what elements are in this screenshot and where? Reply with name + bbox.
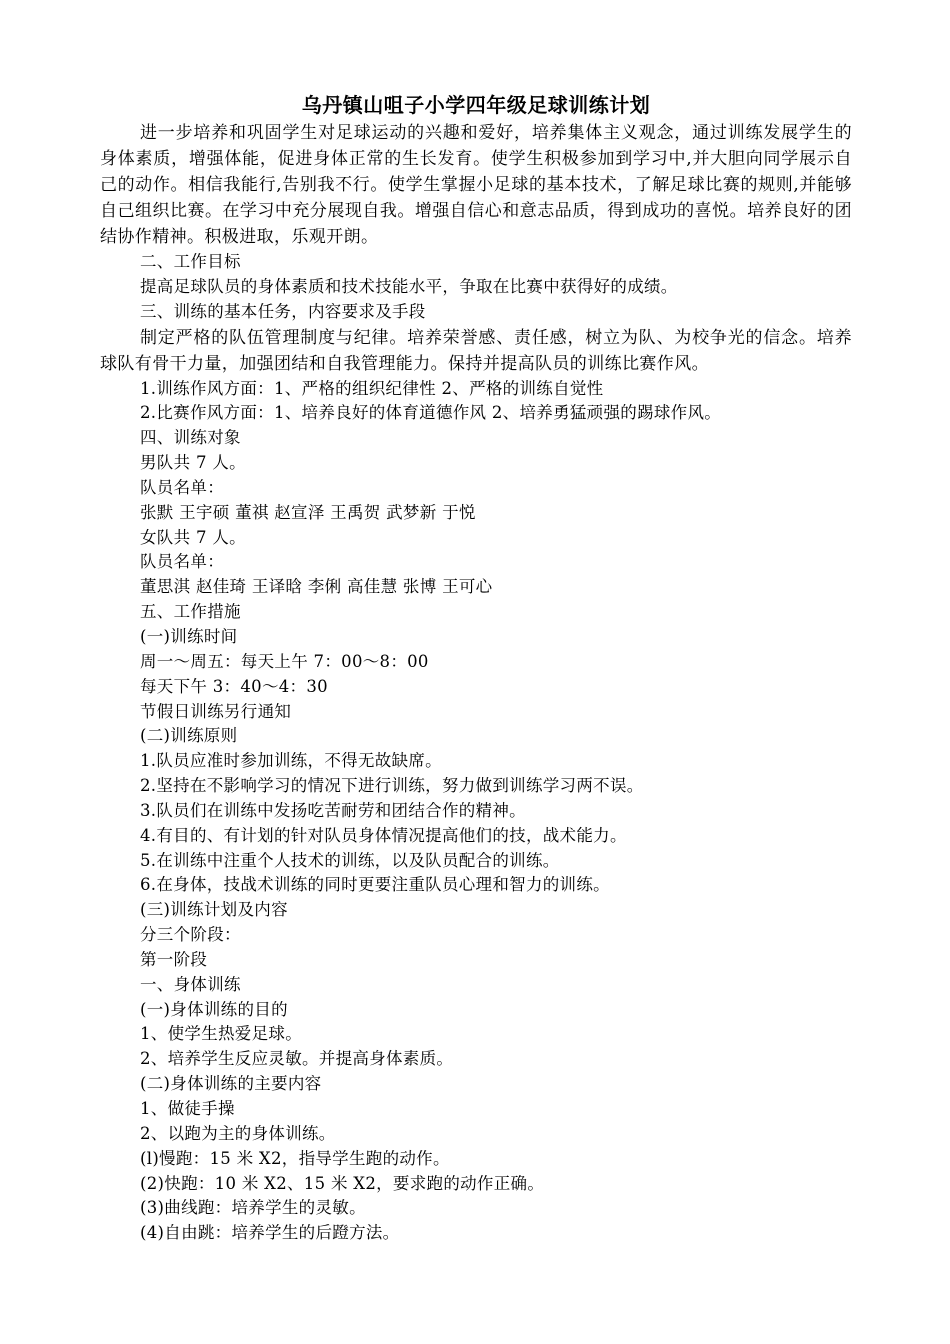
text-line: 节假日训练另行通知 [140,701,292,721]
document-title: 乌丹镇山咀子小学四年级足球训练计划 [301,93,651,117]
text-line: 2、以跑为主的身体训练。 [140,1123,336,1143]
text-line: 1.训练作风方面：1、严格的组织纪律性 2、严格的训练自觉性 [140,378,604,398]
section-heading-members: 四、训练对象 [140,428,241,448]
plan-lines [100,377,852,1247]
text-line: (二)训练原则 [140,726,238,746]
text-line: 4.有目的、有计划的针对队员身体情况提高他们的技，战术能力。 [140,825,627,845]
tasks-paragraph: 制定严格的队伍管理制度与纪律。培养荣誉感、责任感，树立为队、为校争光的信念。培养球队有骨干力量，加强团结和自我管理能力。保持并提高队员的训练比赛作风。 [100,327,852,374]
text-line: 1、做徒手操 [140,1099,235,1118]
text-line: (2)快跑：10 米 X2、15 米 X2，要求跑的动作正确。 [140,1173,545,1193]
text-line: 队员名单： [140,552,224,572]
text-line: 女队共 7 人。 [140,527,246,547]
text-line: (l)慢跑：15 米 X2，指导学生跑的动作。 [140,1148,450,1168]
text-line: (3)曲线跑：培养学生的灵敏。 [140,1198,366,1218]
goals-text: 提高足球队员的身体素质和技术技能水平，争取在比赛中获得好的成绩。 [140,276,678,296]
text-line: (一)身体训练的目的 [140,999,288,1019]
text-line: 分三个阶段： [140,925,241,945]
text-line: 男队共 7 人。 [140,453,246,473]
roster-girls: 董思淇 赵佳琦 王译晗 李俐 高佳慧 张博 王可心 [140,577,493,597]
text-line: 每天下午 3：40～4：30 [140,676,328,696]
text-line: 周一～周五：每天上午 7：00～8：00 [140,651,429,671]
section-heading-measures: 五、工作措施 [140,602,241,622]
roster-boys: 张默 王宇硕 董祺 赵宣泽 王禹贺 武梦新 于悦 [140,502,476,522]
text-line: 一、身体训练 [140,974,241,994]
section-heading-tasks: 三、训练的基本任务，内容要求及手段 [140,301,426,321]
section-heading-goals: 二、工作目标 [140,252,241,271]
text-line: (一)训练时间 [140,626,238,646]
text-line: 队员名单： [140,477,224,497]
text-line: 2、培养学生反应灵敏。并提高身体素质。 [140,1049,454,1069]
text-line: (三)训练计划及内容 [140,900,288,920]
text-line: (4)自由跳：培养学生的后蹬方法。 [140,1223,400,1243]
text-line: 2.比赛作风方面：1、培养良好的体育道德作风 2、培养勇猛顽强的踢球作风。 [140,403,722,423]
text-line: 3.队员们在训练中发扬吃苦耐劳和团结合作的精神。 [140,800,526,820]
text-line: 第一阶段 [140,949,208,969]
text-line: 1.队员应准时参加训练，不得无故缺席。 [140,751,442,771]
intro-paragraph: 进一步培养和巩固学生对足球运动的兴趣和爱好，培养集体主义观念，通过训练发展学生的身体素质，增强体能，促进身体正常的生长发育。使学生积极参加到学习中,并大胆向同学展示自己的动作。相信我能行,告别我不行。使学生掌握小足球的基本技术，了解足球比赛的规则,并能够自己组织比赛。在学习中充分展现自我。增强自信心和意志品质，得到成功的喜悦。培养良好的团结协作精神。积极进取，乐观开朗。 [100,123,852,247]
text-line: (二)身体训练的主要内容 [140,1074,322,1094]
text-line: 2.坚持在不影响学习的情况下进行训练，努力做到训练学习两不误。 [140,776,644,796]
text-line: 5.在训练中注重个人技术的训练，以及队员配合的训练。 [140,850,560,870]
document-page [100,90,852,1246]
text-line: 6.在身体，技战术训练的同时更要注重队员心理和智力的训练。 [140,875,610,895]
text-line: 1、使学生热爱足球。 [140,1024,302,1044]
